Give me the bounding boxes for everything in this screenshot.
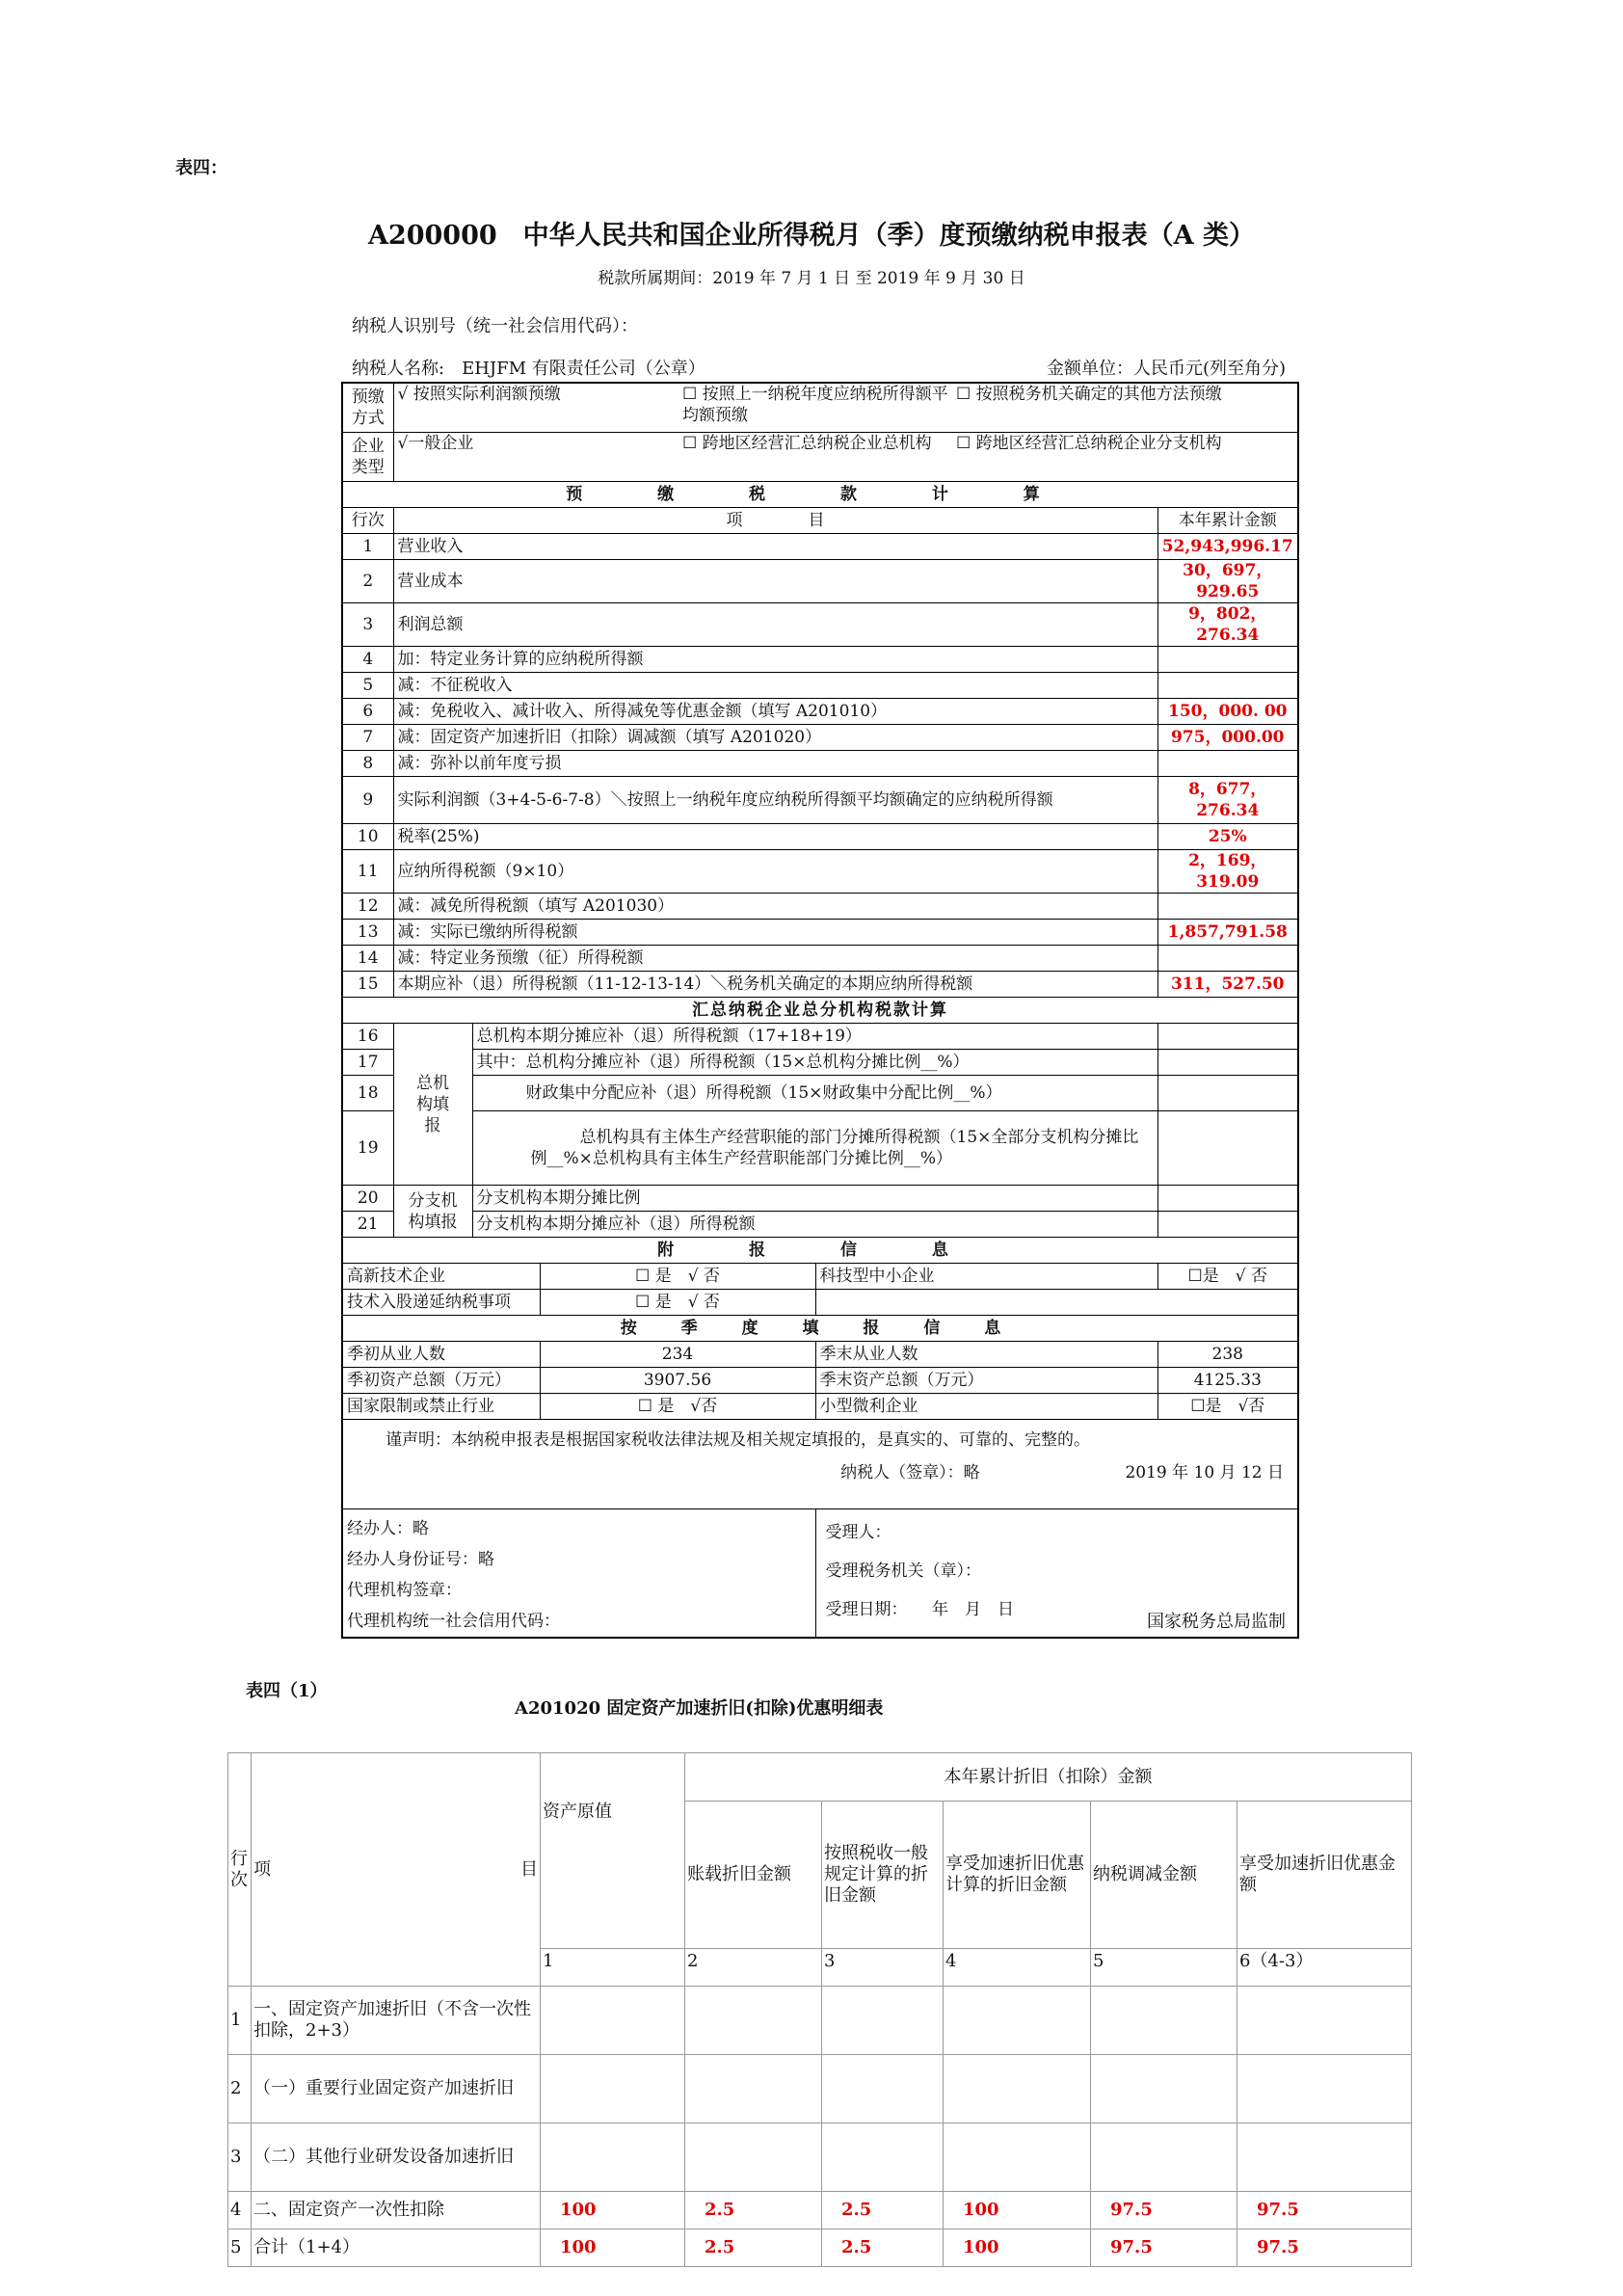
prepay-method-label: 预缴方式	[342, 383, 393, 433]
table-row: 21	[342, 1212, 393, 1238]
table-row	[342, 920, 1298, 946]
h-adjust: 纳税调减金额	[1091, 1802, 1237, 1949]
taxpayer-id-label: 纳税人识别号（统一社会信用代码）：	[352, 316, 638, 336]
branch-item: 总机构具有主体生产经营职能的部门分摊所得税额（15×全部分支机构分摊比例__%×总机构具有主体生产经营职能部门分摊比例__%）	[472, 1111, 1157, 1186]
emp-end-value[interactable]: 238	[1157, 1342, 1298, 1368]
handler-id: 经办人身份证号：略	[347, 1550, 494, 1569]
sub-title: A201020 固定资产加速折旧(扣除)优惠明细表	[515, 1698, 884, 1719]
micro-label: 小型微利企业	[815, 1394, 1157, 1420]
row-item: 税率(25%)	[393, 824, 1157, 850]
row-value[interactable]	[541, 2123, 685, 2192]
footer-supervisor: 国家税务总局监制	[1147, 1612, 1286, 1632]
table-row	[342, 647, 1298, 673]
receiver: 受理人：	[825, 1523, 891, 1542]
row-item: 一、固定资产加速折旧（不含一次性扣除，2+3）	[252, 1987, 541, 2055]
row-no: 4	[228, 2192, 252, 2229]
table-row	[342, 603, 1298, 647]
prepayment-declaration-table	[341, 382, 1299, 1639]
row-amount[interactable]: 975，000.00	[1157, 725, 1298, 751]
declaration-text: 谨声明：本纳税申报表是根据国家税收法律法规及相关规定填报的，是真实的、可靠的、完整的。	[386, 1430, 1090, 1450]
section-attach-title: 附 报 信 息	[657, 1241, 983, 1260]
row-value[interactable]: 2.5	[685, 2229, 822, 2267]
restricted-label: 国家限制或禁止行业	[342, 1394, 540, 1420]
row-no: 2	[342, 560, 393, 603]
row-value[interactable]	[1091, 1987, 1237, 2055]
section-calc-header	[342, 482, 1298, 508]
branch-item: 分支机构本期分摊比例	[472, 1186, 1157, 1212]
row-amount[interactable]: 9，802，276.34	[1157, 603, 1298, 647]
table-row	[228, 1987, 1412, 2055]
table-row	[228, 2055, 1412, 2123]
row-item: 减：特定业务预缴（征）所得税额	[393, 946, 1157, 972]
enterprise-option-hq[interactable]: ☐ 跨地区经营汇总纳税企业总机构	[678, 433, 952, 482]
table-row	[228, 2192, 1412, 2229]
row-value[interactable]: 2.5	[685, 2192, 822, 2229]
row-value[interactable]	[541, 2055, 685, 2123]
row-no: 1	[228, 1987, 252, 2055]
row-item: 营业成本	[393, 560, 1157, 603]
row-value[interactable]	[944, 2055, 1091, 2123]
col-item-header: 项 目	[393, 508, 1157, 534]
receive-date: 受理日期： 年 月 日	[825, 1600, 1014, 1619]
row-value[interactable]	[944, 1987, 1091, 2055]
h-accel: 享受加速折旧优惠计算的折旧金额	[944, 1802, 1091, 1949]
row-no: 1	[342, 534, 393, 560]
sign-date: 2019 年 10 月 12 日	[1125, 1463, 1284, 1482]
row-no: 12	[342, 894, 393, 920]
row-item: （二）其他行业研发设备加速折旧	[252, 2123, 541, 2192]
table-row	[342, 751, 1298, 777]
agency-seal: 代理机构签章：	[347, 1581, 462, 1600]
row-value[interactable]: 100	[944, 2229, 1091, 2267]
asset-begin-label: 季初资产总额（万元）	[342, 1368, 540, 1394]
h-benefit: 享受加速折旧优惠金额	[1237, 1802, 1412, 1949]
branch-amount[interactable]	[1157, 1076, 1298, 1111]
sign-label: 纳税人（签章）：略	[840, 1463, 980, 1482]
emp-begin-label: 季初从业人数	[342, 1342, 540, 1368]
row-no: 15	[342, 972, 393, 998]
row-no: 3	[228, 2123, 252, 2192]
table-row	[342, 725, 1298, 751]
row-item: 减：减免所得税额（填写 A201030）	[393, 894, 1157, 920]
row-value[interactable]	[685, 1987, 822, 2055]
enterprise-type-label: 企业类型	[342, 433, 393, 482]
row-no: 5	[228, 2229, 252, 2267]
branch-item: 财政集中分配应补（退）所得税额（15×财政集中分配比例__%）	[472, 1076, 1157, 1111]
main-title: A200000 中华人民共和国企业所得税月（季）度预缴纳税申报表（A 类）	[367, 221, 1256, 251]
row-value[interactable]: 100	[541, 2229, 685, 2267]
hitech-value[interactable]: ☐ 是 √ 否	[540, 1264, 815, 1290]
row-amount[interactable]: 25%	[1157, 824, 1298, 850]
hq-label: 总机构填报	[393, 1024, 472, 1186]
row-no: 8	[342, 751, 393, 777]
tax-office: 受理税务机关（章）：	[825, 1562, 981, 1581]
table-row: 16	[342, 1024, 393, 1050]
row-item: 营业收入	[393, 534, 1157, 560]
emp-begin-value[interactable]: 234	[540, 1342, 815, 1368]
section-attach-header	[342, 1238, 1298, 1264]
sub-label: 表四（1）	[246, 1681, 328, 1701]
restricted-value[interactable]: ☐ 是 √否	[540, 1394, 815, 1420]
branch-item: 其中：总机构分摊应补（退）所得税额（15×总机构分摊比例__%）	[472, 1050, 1157, 1076]
branch-amount[interactable]	[1157, 1050, 1298, 1076]
row-value[interactable]: 97.5	[1091, 2229, 1237, 2267]
row-value[interactable]	[944, 2123, 1091, 2192]
small-tech-value[interactable]: ☐是 √ 否	[1157, 1264, 1298, 1290]
asset-end-label: 季末资产总额（万元）	[815, 1368, 1157, 1394]
table-row	[228, 2123, 1412, 2192]
table-row	[342, 699, 1298, 725]
table-row	[342, 972, 1298, 998]
row-item: 减：实际已缴纳所得税额	[393, 920, 1157, 946]
table-row	[342, 534, 1298, 560]
section-quarter-header	[342, 1316, 1298, 1342]
col-num: 5	[1091, 1949, 1237, 1987]
table-row	[342, 824, 1298, 850]
table-row	[228, 2229, 1412, 2267]
branch-item: 总机构本期分摊应补（退）所得税额（17+18+19）	[472, 1024, 1157, 1050]
h-item	[252, 1753, 541, 1987]
h-item-right: 目	[520, 1858, 538, 1880]
enterprise-option-branch[interactable]: ☐ 跨地区经营汇总纳税企业分支机构	[952, 433, 1298, 482]
prepay-option-actual[interactable]: √ 按照实际利润额预缴	[393, 383, 678, 433]
col-amount-header: 本年累计金额	[1157, 508, 1298, 534]
agency-code: 代理机构统一社会信用代码：	[347, 1612, 560, 1631]
row-no: 6	[342, 699, 393, 725]
col-num: 2	[685, 1949, 822, 1987]
row-item: 应纳所得税额（9×10）	[393, 850, 1157, 894]
row-value[interactable]	[822, 2055, 944, 2123]
row-value[interactable]	[822, 2123, 944, 2192]
row-amount[interactable]	[1157, 751, 1298, 777]
row-no: 5	[342, 673, 393, 699]
enterprise-option-general[interactable]: √一般企业	[393, 433, 678, 482]
prepay-option-average[interactable]: ☐ 按照上一纳税年度应纳税所得额平均额预缴	[678, 383, 952, 433]
section-branch-header: 汇总纳税企业总分机构税款计算	[342, 998, 1298, 1024]
row-no: 14	[342, 946, 393, 972]
h-row: 行次	[228, 1753, 252, 1987]
row-amount[interactable]	[1157, 673, 1298, 699]
branch-amount[interactable]	[1157, 1024, 1298, 1050]
row-value[interactable]	[685, 2123, 822, 2192]
h-tax-general: 按照税收一般规定计算的折旧金额	[822, 1802, 944, 1949]
row-no: 11	[342, 850, 393, 894]
branch-amount[interactable]	[1157, 1111, 1298, 1186]
col-row-header: 行次	[342, 508, 393, 534]
row-item: （一）重要行业固定资产加速折旧	[252, 2055, 541, 2123]
row-value[interactable]	[1091, 2123, 1237, 2192]
row-no: 13	[342, 920, 393, 946]
small-tech-label: 科技型中小企业	[815, 1264, 1157, 1290]
micro-value[interactable]: ☐是 √否	[1157, 1394, 1298, 1420]
amount-unit: 金额单位：人民币元(列至角分)	[1046, 359, 1286, 379]
table-row: 19	[342, 1111, 393, 1186]
row-item: 二、固定资产一次性扣除	[252, 2192, 541, 2229]
hitech-label: 高新技术企业	[342, 1264, 540, 1290]
tech-invest-value[interactable]: ☐ 是 √ 否	[540, 1290, 815, 1316]
row-item: 合计（1+4）	[252, 2229, 541, 2267]
agent-block	[342, 1509, 815, 1639]
row-amount[interactable]: 30，697，929.65	[1157, 560, 1298, 603]
row-item: 减：固定资产加速折旧（扣除）调减额（填写 A201020）	[393, 725, 1157, 751]
row-value[interactable]: 2.5	[822, 2229, 944, 2267]
row-value[interactable]	[1237, 2123, 1412, 2192]
tax-period: 税款所属期间：2019 年 7 月 1 日 至 2019 年 9 月 30 日	[598, 269, 1025, 288]
h-original: 资产原值	[541, 1753, 685, 1949]
row-value[interactable]: 97.5	[1237, 2192, 1412, 2229]
branch-label: 分支机构填报	[393, 1186, 472, 1238]
page-label: 表四：	[175, 158, 227, 178]
row-no: 2	[228, 2055, 252, 2123]
row-value[interactable]: 97.5	[1237, 2229, 1412, 2267]
row-value[interactable]	[685, 2055, 822, 2123]
row-item: 减：免税收入、减计收入、所得减免等优惠金额（填写 A201010）	[393, 699, 1157, 725]
row-item: 减：不征税收入	[393, 673, 1157, 699]
row-item: 实际利润额（3+4-5-6-7-8）＼按照上一纳税年度应纳税所得额平均额确定的应纳税所得额	[393, 777, 1157, 824]
table-row	[342, 673, 1298, 699]
row-amount[interactable]: 52,943,996.17	[1157, 534, 1298, 560]
empty-cell	[815, 1290, 1298, 1316]
col-num: 4	[944, 1949, 1091, 1987]
row-value[interactable]: 100	[944, 2192, 1091, 2229]
section-quarter-title: 按 季 度 填 报 信 息	[620, 1319, 1021, 1338]
asset-begin-value[interactable]: 3907.56	[540, 1368, 815, 1394]
row-value[interactable]	[1237, 1987, 1412, 2055]
table-row	[342, 560, 1298, 603]
table-row	[342, 850, 1298, 894]
col-num: 1	[541, 1949, 685, 1987]
table-row: 20	[342, 1186, 393, 1212]
h-item-left: 项	[253, 1858, 271, 1880]
table-row: 18	[342, 1076, 393, 1111]
section-calc-title: 预 缴 税 款 计 算	[566, 485, 1075, 504]
row-amount[interactable]	[1157, 647, 1298, 673]
h-group: 本年累计折旧（扣除）金额	[685, 1753, 1412, 1802]
row-amount[interactable]: 150，000. 00	[1157, 699, 1298, 725]
row-value[interactable]: 2.5	[822, 2192, 944, 2229]
emp-end-label: 季末从业人数	[815, 1342, 1157, 1368]
row-item: 减：弥补以前年度亏损	[393, 751, 1157, 777]
branch-item: 分支机构本期分摊应补（退）所得税额	[472, 1212, 1157, 1238]
depreciation-detail-table	[227, 1752, 1412, 2267]
row-value[interactable]	[1091, 2055, 1237, 2123]
branch-amount[interactable]	[1157, 1186, 1298, 1212]
prepay-option-other[interactable]: ☐ 按照税务机关确定的其他方法预缴	[952, 383, 1298, 433]
row-value[interactable]	[822, 1987, 944, 2055]
row-item: 本期应补（退）所得税额（11-12-13-14）＼税务机关确定的本期应纳所得税额	[393, 972, 1157, 998]
asset-end-value[interactable]: 4125.33	[1157, 1368, 1298, 1394]
signature-line	[347, 1462, 1293, 1483]
h-book: 账载折旧金额	[685, 1802, 822, 1949]
sub-rows	[228, 1987, 1412, 2267]
row-amount[interactable]	[1157, 946, 1298, 972]
row-no: 3	[342, 603, 393, 647]
row-value[interactable]: 100	[541, 2192, 685, 2229]
row-amount[interactable]: 1,857,791.58	[1157, 920, 1298, 946]
col-num: 3	[822, 1949, 944, 1987]
taxpayer-name: 纳税人名称: EHJFM 有限责任公司（公章）	[352, 359, 705, 379]
col-num: 6（4-3）	[1237, 1949, 1412, 1987]
row-value[interactable]	[541, 1987, 685, 2055]
row-no: 7	[342, 725, 393, 751]
handler: 经办人：略	[347, 1519, 429, 1538]
row-no: 4	[342, 647, 393, 673]
row-item: 利润总额	[393, 603, 1157, 647]
declaration-block	[342, 1420, 1298, 1509]
row-item: 加：特定业务计算的应纳税所得额	[393, 647, 1157, 673]
row-value[interactable]	[1237, 2055, 1412, 2123]
row-amount[interactable]: 2，169，319.09	[1157, 850, 1298, 894]
row-no: 10	[342, 824, 393, 850]
branch-amount[interactable]	[1157, 1212, 1298, 1238]
row-amount[interactable]: 8，677，276.34	[1157, 777, 1298, 824]
row-value[interactable]: 97.5	[1091, 2192, 1237, 2229]
table-row	[342, 946, 1298, 972]
tech-invest-label: 技术入股递延纳税事项	[342, 1290, 540, 1316]
row-amount[interactable]: 311，527.50	[1157, 972, 1298, 998]
table-row	[342, 777, 1298, 824]
row-amount[interactable]	[1157, 894, 1298, 920]
row-no: 9	[342, 777, 393, 824]
table-row	[342, 894, 1298, 920]
calc-rows	[342, 534, 1298, 998]
table-row: 17	[342, 1050, 393, 1076]
